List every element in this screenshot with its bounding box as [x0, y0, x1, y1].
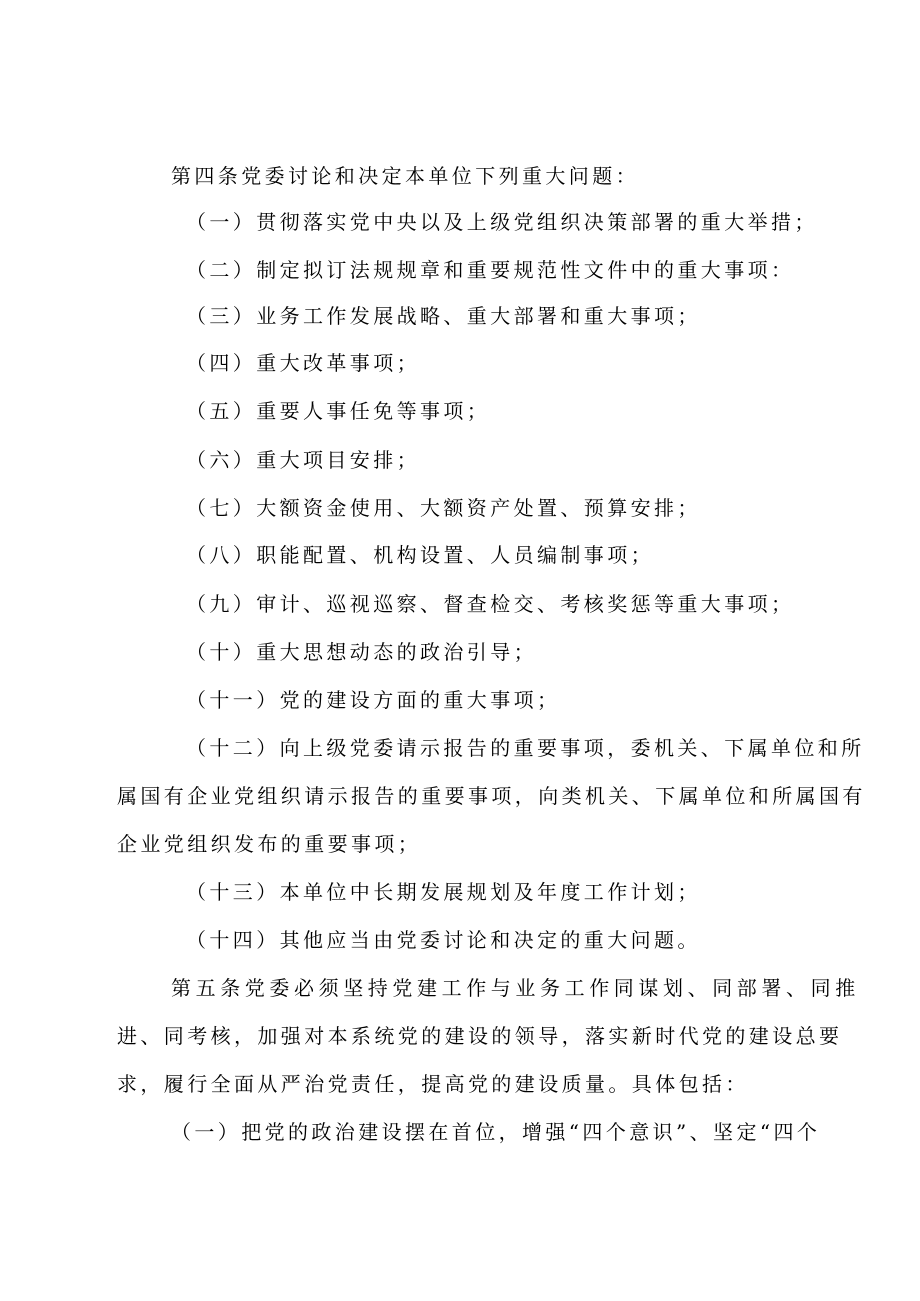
- article-4-item-13: （十三）本单位中长期发展规划及年度工作计划；: [186, 880, 701, 904]
- article-4-item-10: （十）重大思想动态的政治引导；: [186, 640, 537, 664]
- article-5-paragraph-line-2: 进、同考核，加强对本系统党的建设的领导，落实新时代党的建设总要: [117, 1024, 843, 1048]
- article-5-item-1-start: （一）把党的政治建设摆在首位，增强“四个意识”、坚定“四个: [171, 1120, 821, 1144]
- article-4-item-7: （七）大额资金使用、大额资产处置、预算安排；: [186, 496, 701, 520]
- article-4-item-14: （十四）其他应当由党委讨论和决定的重大问题。: [186, 928, 701, 952]
- article-4-item-12-line-1: （十二）向上级党委请示报告的重要事项，委机关、下属单位和所: [186, 736, 865, 760]
- article-5-paragraph-line-1: 第五条党委必须坚持党建工作与业务工作同谋划、同部署、同推: [171, 976, 860, 1000]
- article-4-item-6: （六）重大项目安排；: [186, 448, 420, 472]
- article-4-item-12-line-3: 企业党组织发布的重要事项；: [117, 832, 422, 856]
- article-4-item-3: （三）业务工作发展战略、重大部署和重大事项；: [186, 304, 701, 328]
- article-4-item-4: （四）重大改革事项；: [186, 351, 420, 375]
- article-4-heading: 第四条党委讨论和决定本单位下列重大问题：: [171, 164, 639, 188]
- article-4-item-9: （九）审计、巡视巡察、督查检交、考核奖惩等重大事项；: [186, 592, 795, 616]
- article-4-item-11: （十一）党的建设方面的重大事项；: [186, 688, 561, 712]
- article-4-item-8: （八）职能配置、机构设置、人员编制事项；: [186, 543, 654, 567]
- article-4-item-5: （五）重要人事任免等事项；: [186, 399, 491, 423]
- article-4-item-12-line-2: 属国有企业党组织请示报告的重要事项，向类机关、下属单位和所属国有: [117, 784, 866, 808]
- article-4-item-2: （二）制定拟订法规规章和重要规范性文件中的重大事项：: [186, 258, 795, 282]
- article-4-item-1: （一）贯彻落实党中央以及上级党组织决策部署的重大举措；: [186, 210, 818, 234]
- article-5-paragraph-line-3: 求，履行全面从严治党责任，提高党的建设质量。具体包括：: [117, 1072, 749, 1096]
